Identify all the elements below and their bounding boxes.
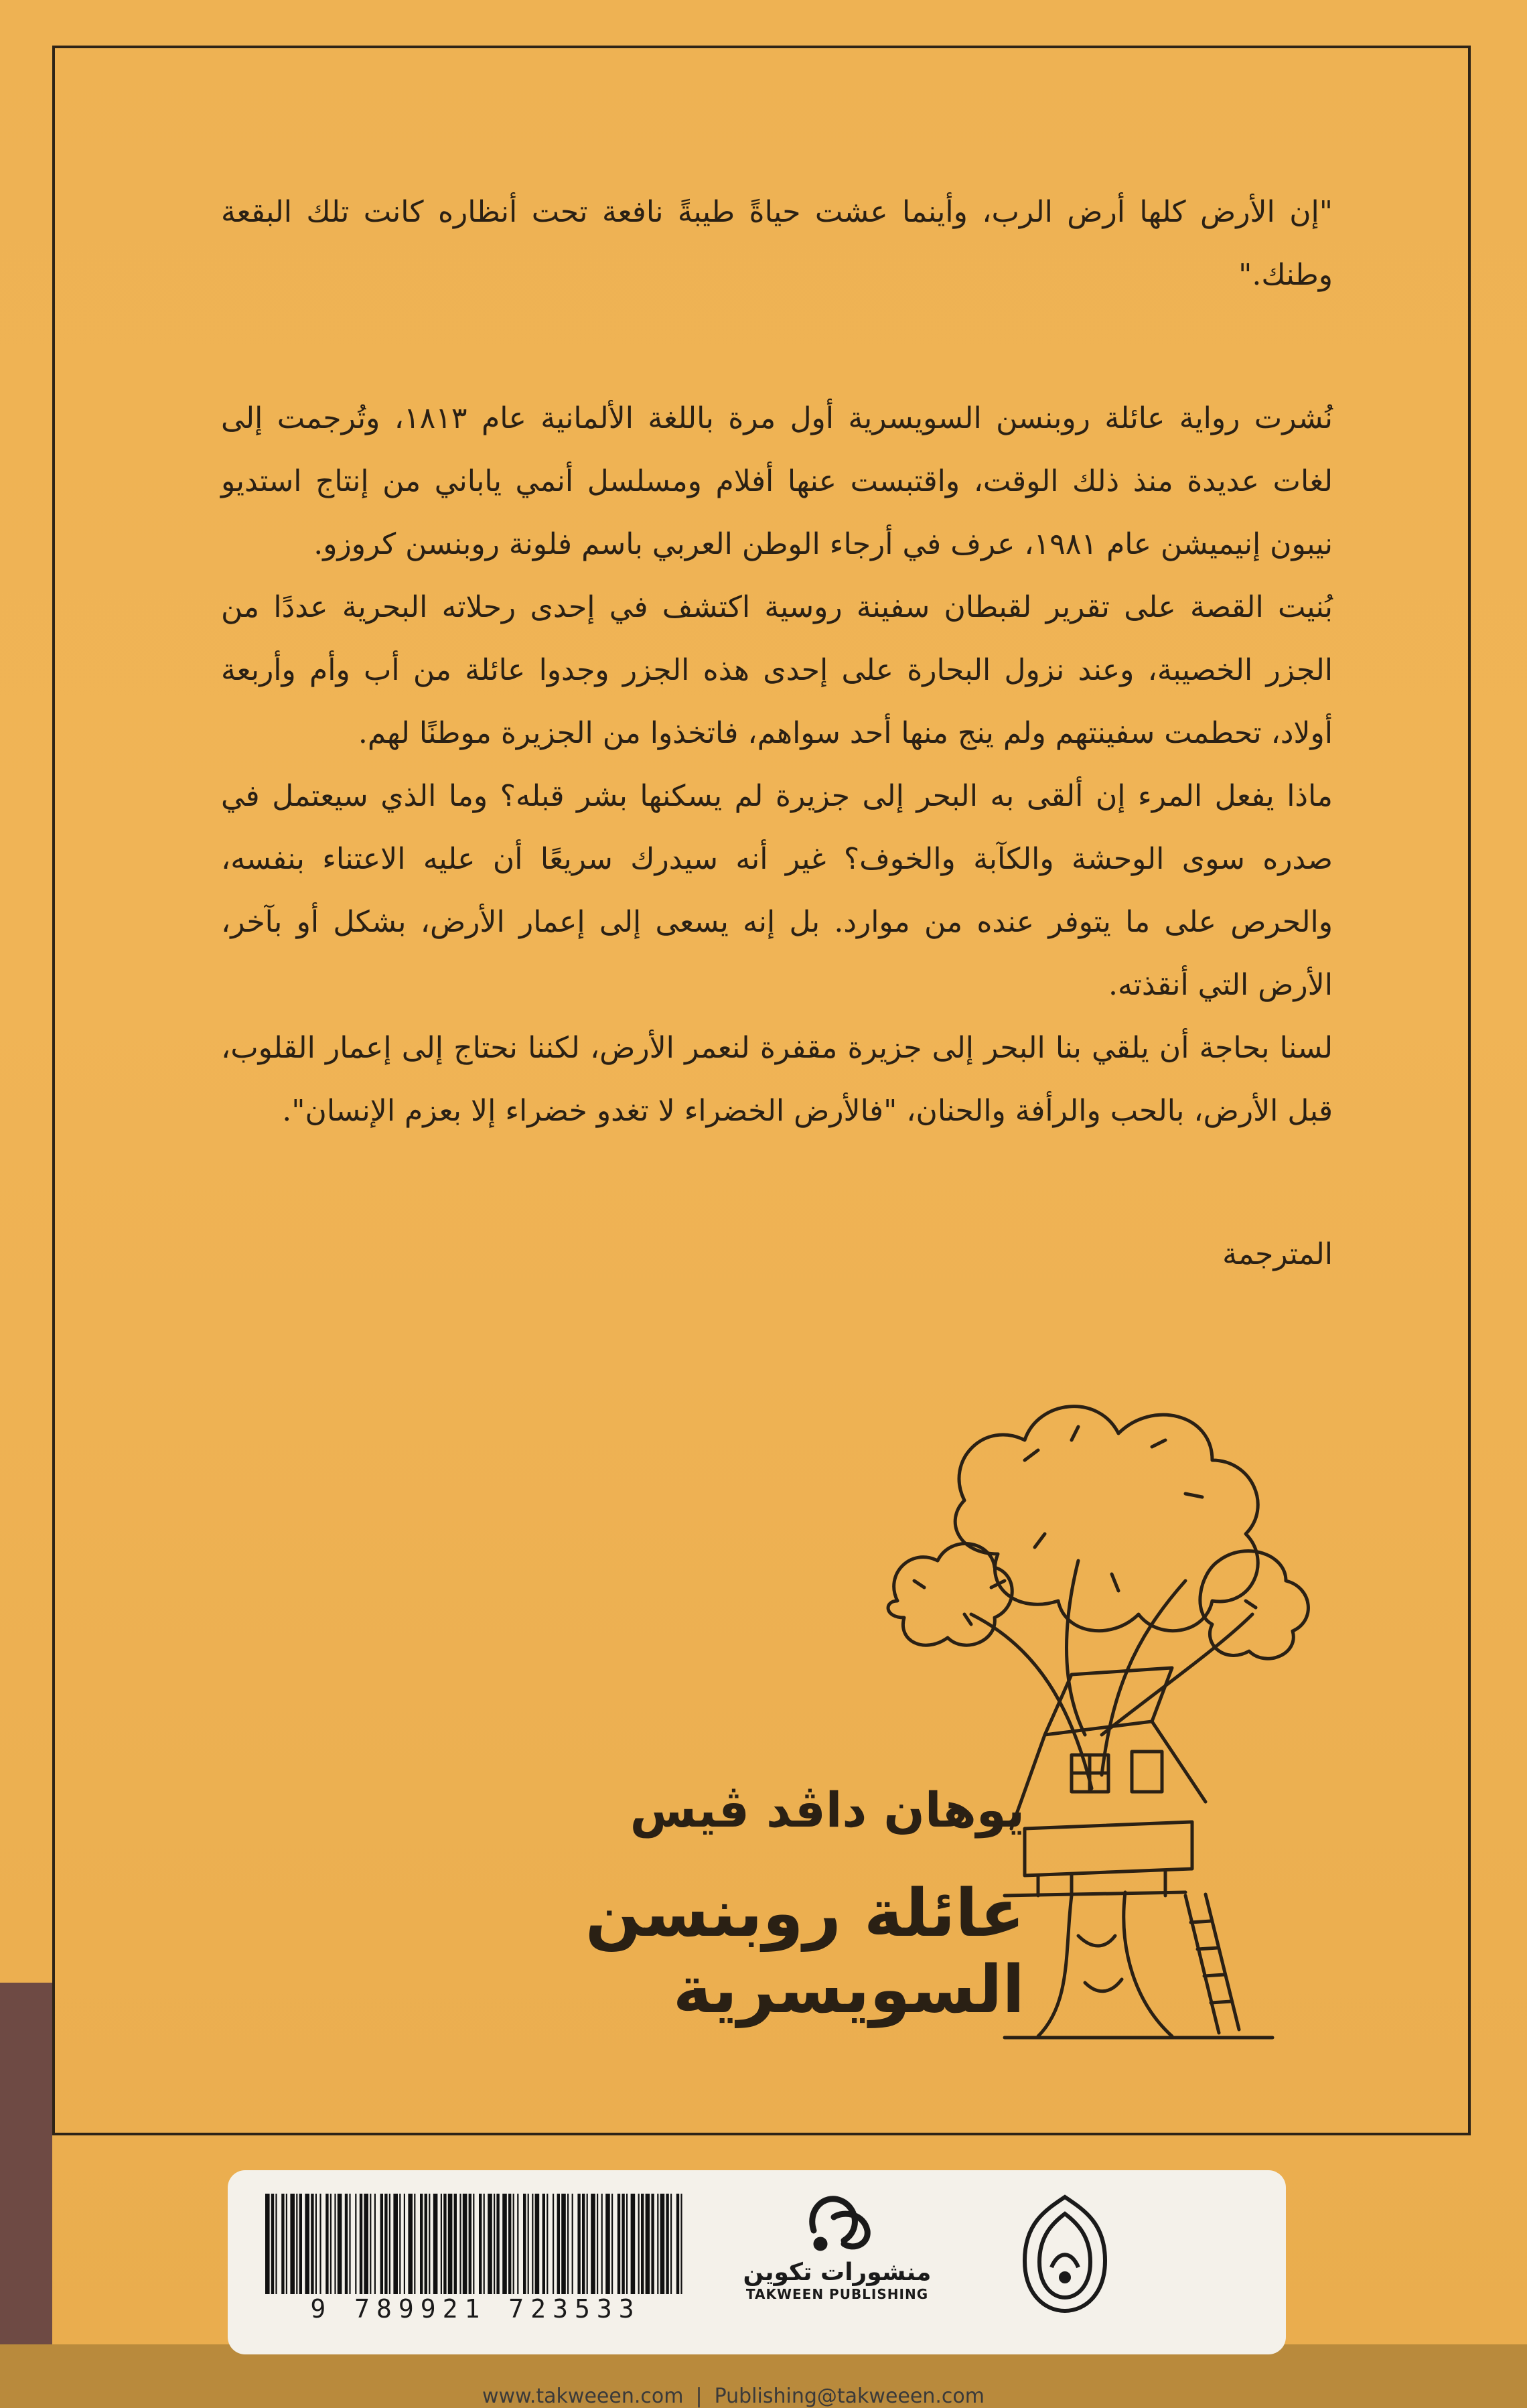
barcode-bar	[670, 2194, 672, 2294]
barcode-bar	[271, 2194, 274, 2294]
barcode-bar	[626, 2194, 628, 2294]
barcode-bar	[296, 2194, 297, 2294]
blurb-text	[221, 181, 1333, 1286]
barcode-bar	[535, 2194, 540, 2294]
barcode-bar	[408, 2194, 413, 2294]
barcode-bar	[364, 2194, 368, 2294]
spine-strip	[0, 1983, 52, 2344]
barcode-bar	[319, 2194, 321, 2294]
barcode-bar	[638, 2194, 640, 2294]
barcode-bar	[355, 2194, 356, 2294]
barcode-bar	[349, 2194, 350, 2294]
blurb-paragraph: لسنا بحاجة أن يلقي بنا البحر إلى جزيرة مقفرة لنعمر الأرض، لكننا نحتاج إلى إعمار القلوب، قبل الأرض، بالحب والرأفة والحنان، "فالأرض الخضراء لا تغدو خضراء إلا بعزم الإنسان".	[221, 1031, 1333, 1128]
barcode-bar	[325, 2194, 328, 2294]
barcode-bar	[513, 2194, 514, 2294]
book-title: عائلة روبنسن السويسرية	[585, 1875, 1025, 2028]
barcode-bar	[680, 2194, 682, 2294]
barcode-bar	[557, 2194, 560, 2294]
barcode-bar	[469, 2194, 471, 2294]
barcode-bar	[433, 2194, 438, 2294]
translator-signature: المترجمة	[1222, 1237, 1333, 1271]
barcode-bar	[334, 2194, 336, 2294]
publisher-name-en: TAKWEEN PUBLISHING	[745, 2286, 929, 2302]
barcode-bar	[517, 2194, 518, 2294]
barcode-bar	[338, 2194, 342, 2294]
barcode-bar	[502, 2194, 507, 2294]
website-link[interactable]: www.takweeen.com	[482, 2385, 684, 2408]
barcode-bar	[384, 2194, 387, 2294]
book-author: يوهان داڤد ڤيس	[630, 1782, 1025, 1838]
barcode-bar	[605, 2194, 610, 2294]
barcode-bar	[286, 2194, 287, 2294]
barcode-bar	[463, 2194, 467, 2294]
barcode-bar	[597, 2194, 598, 2294]
barcode-bar	[330, 2194, 332, 2294]
barcode-bar	[459, 2194, 461, 2294]
barcode-bar	[532, 2194, 533, 2294]
takween-logo-icon	[797, 2184, 877, 2257]
barcode-bar	[443, 2194, 446, 2294]
barcode-bar	[601, 2194, 603, 2294]
barcode-bar	[425, 2194, 427, 2294]
publisher-logo	[737, 2184, 938, 2344]
barcode-bar	[389, 2194, 390, 2294]
contact-separator: |	[695, 2385, 703, 2408]
barcode-bar	[404, 2194, 405, 2294]
barcode-bar	[553, 2194, 554, 2294]
barcode-bar	[345, 2194, 348, 2294]
blurb-paragraph: نُشرت رواية عائلة روبنسن السويسرية أول مرة باللغة الألمانية عام ١٨١٣، وتُرجمت إلى لغات عديدة منذ ذلك الوقت، واقتبست عنها أفلام ومسلسل أنمي ياباني من إنتاج استديو نيبون إنيميشن عام ١٩٨١، عرف في أرجاء الوطن العربي باسم فلونة روبنسن كروزو.	[221, 401, 1333, 561]
barcode-bar	[646, 2194, 650, 2294]
barcode-bar	[631, 2194, 636, 2294]
barcode-bar	[429, 2194, 430, 2294]
contact-line	[482, 2385, 1286, 2408]
barcode-bar	[473, 2194, 474, 2294]
barcode-bar	[496, 2194, 499, 2294]
barcode-bar	[577, 2194, 580, 2294]
barcode-bar	[290, 2194, 295, 2294]
blurb-paragraph: بُنيت القصة على تقرير لقبطان سفينة روسية اكتشف في إحدى رحلاته البحرية عددًا من الجزر الخصيبة، وعند نزول البحارة على إحدى هذه الجزر وجدوا عائلة من أب وأم وأربعة أولاد، تحطمت سفينتهم ولم ينج منها أحد سواهم، فاتخذوا من الجزيرة موطنًا لهم.	[221, 590, 1333, 750]
blurb-quote: "إن الأرض كلها أرض الرب، وأينما عشت حياةً طيبةً نافعة تحت أنظاره كانت تلك البقعة وطنك."	[221, 195, 1333, 292]
barcode-bar	[281, 2194, 284, 2294]
barcode-bar	[660, 2194, 665, 2294]
blurb-paragraph: ماذا يفعل المرء إن ألقى به البحر إلى جزيرة لم يسكنها بشر قبله؟ وما الذي سيعتمل في صدره سوى الوحشة والكآبة والخوف؟ غير أنه سيدرك سريعًا أن عليه الاعتناء بنفسه، والحرص على ما يتوفر عنده من موارد. بل إنه يسعى إلى إعمار الأرض، بشكل أو بآخر، الأرض التي أنقذته.	[221, 779, 1333, 1002]
barcode-bar	[479, 2194, 482, 2294]
barcode-bar	[617, 2194, 620, 2294]
barcode-bar	[567, 2194, 569, 2294]
barcode-bar	[657, 2194, 658, 2294]
barcode-bar	[305, 2194, 309, 2294]
barcode-bar	[360, 2194, 362, 2294]
barcode-bar	[441, 2194, 442, 2294]
barcode-bar	[399, 2194, 401, 2294]
barcode-bar	[275, 2194, 277, 2294]
barcode-bar	[547, 2194, 548, 2294]
barcode-bar	[561, 2194, 566, 2294]
email-link[interactable]: Publishing@takweeen.com	[714, 2385, 985, 2408]
barcode-bar	[641, 2194, 644, 2294]
barcode-bar	[448, 2194, 453, 2294]
barcode-bar	[494, 2194, 495, 2294]
barcode-bar	[299, 2194, 302, 2294]
publisher-name-ar: منشورات تكوين	[743, 2259, 932, 2286]
barcode-bar	[676, 2194, 679, 2294]
barcode-bar	[611, 2194, 613, 2294]
barcode-bar	[265, 2194, 270, 2294]
barcode-bar	[380, 2194, 383, 2294]
barcode-bar	[572, 2194, 573, 2294]
barcode-bar	[484, 2194, 485, 2294]
seal-logo-icon	[1005, 2187, 1125, 2321]
barcode-bar	[374, 2194, 376, 2294]
barcode-bar	[311, 2194, 313, 2294]
barcode-bar	[454, 2194, 457, 2294]
barcode-bar	[582, 2194, 585, 2294]
barcode-bar	[414, 2194, 415, 2294]
barcode-bar	[666, 2194, 668, 2294]
barcode-bar	[370, 2194, 371, 2294]
barcode-bar	[315, 2194, 317, 2294]
barcode-bar	[651, 2194, 654, 2294]
barcode-bar	[587, 2194, 588, 2294]
isbn-number: 9 789921 723533	[310, 2294, 641, 2324]
barcode-bar	[488, 2194, 492, 2294]
barcode-bar	[528, 2194, 529, 2294]
barcode-bar	[622, 2194, 624, 2294]
barcode-bar	[523, 2194, 526, 2294]
barcode-bar	[542, 2194, 545, 2294]
barcode	[261, 2194, 690, 2294]
barcode-bar	[591, 2194, 595, 2294]
barcode-bar	[420, 2194, 423, 2294]
barcode-bar	[393, 2194, 398, 2294]
barcode-bar	[508, 2194, 511, 2294]
